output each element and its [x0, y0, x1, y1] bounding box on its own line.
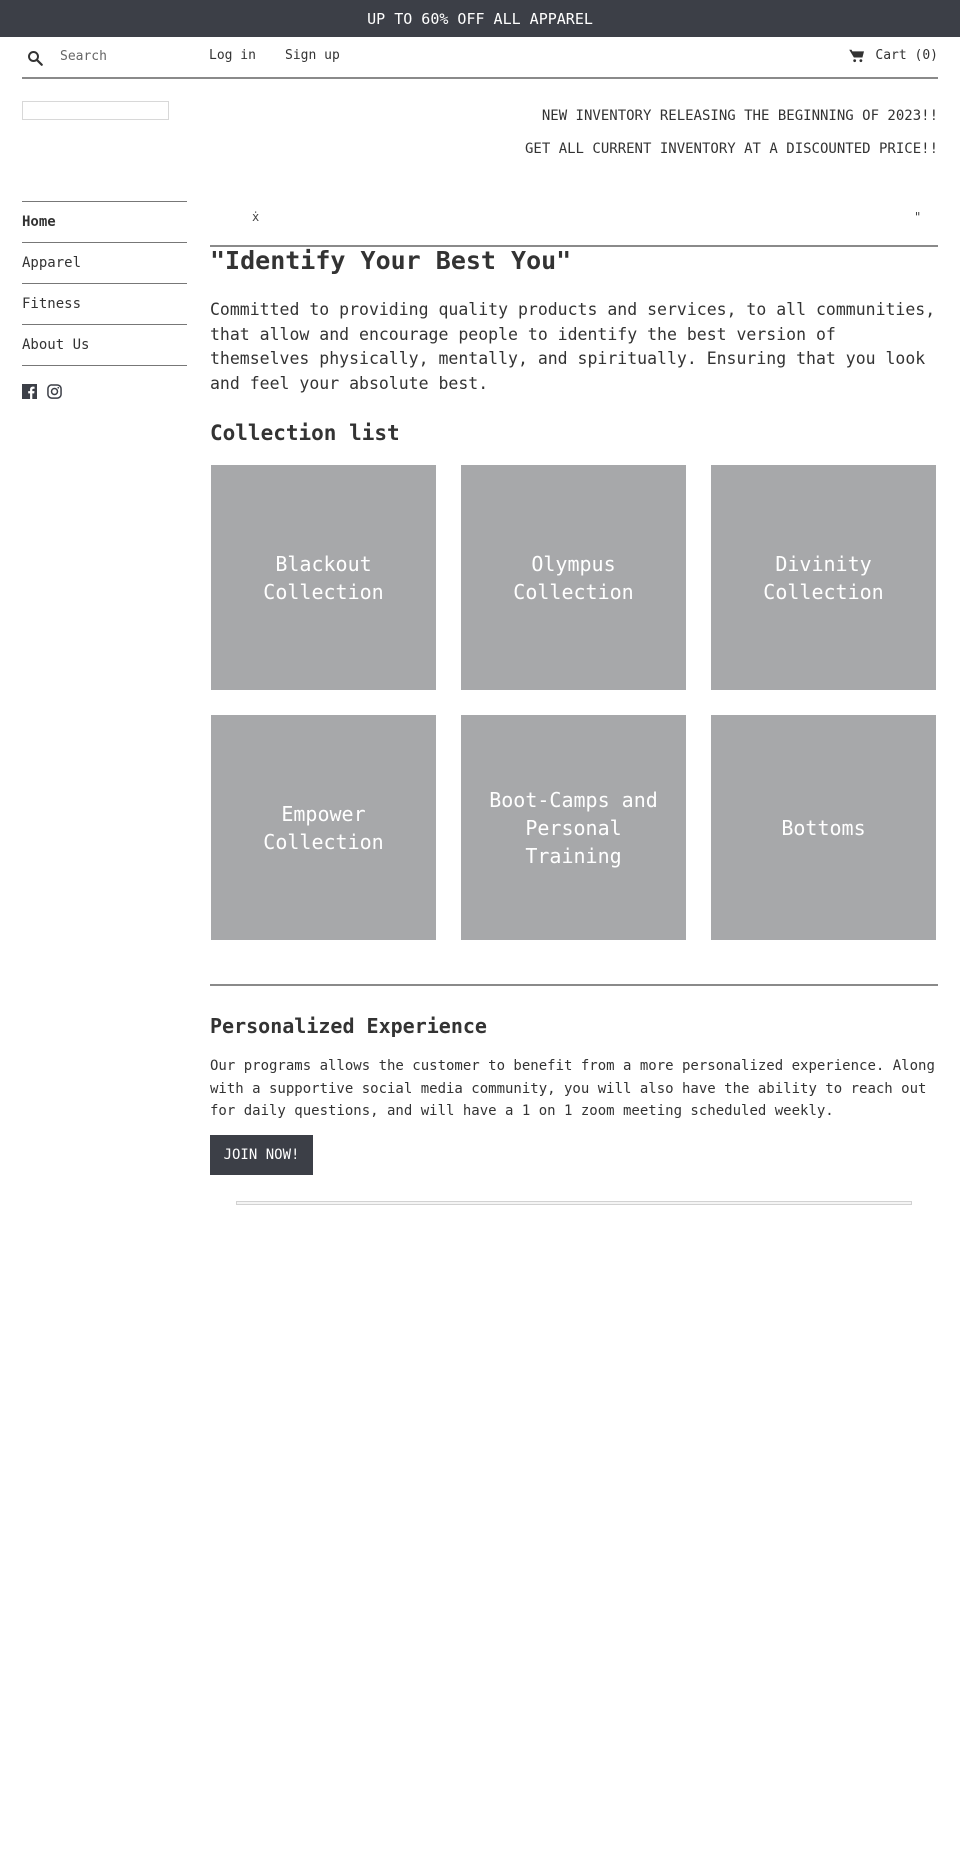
cart-link[interactable]: [849, 48, 938, 63]
collection-tile-bootcamps[interactable]: Boot-Camps and Personal Training: [461, 715, 686, 940]
facebook-icon[interactable]: [22, 384, 37, 399]
sidebar-item-apparel[interactable]: Apparel: [22, 243, 187, 284]
announcement-text: UP TO 60% OFF ALL APPAREL: [367, 9, 593, 28]
search-input[interactable]: [60, 45, 210, 67]
sidebar-nav: [22, 201, 187, 366]
login-link[interactable]: Log in: [209, 48, 256, 63]
collection-tile-empower[interactable]: Empower Collection: [211, 715, 436, 940]
sidebar-logo-placeholder: [22, 101, 169, 120]
site-header: [22, 37, 938, 79]
personalized-body: Our programs allows the customer to benefit from a more personalized experience. Along with a supportive social media community, you will also have the ability to reach out for daily questions, and will have a 1 on 1 zoom meeting scheduled weekly.: [210, 1058, 935, 1119]
promo-line-2: GET ALL CURRENT INVENTORY AT A DISCOUNTED PRICE!!: [524, 141, 938, 157]
sidebar-item-about-us[interactable]: About Us: [22, 325, 187, 366]
collection-tile-divinity[interactable]: Divinity Collection: [711, 465, 936, 690]
signup-link[interactable]: Sign up: [285, 48, 340, 63]
empty-embed-frame: [236, 1201, 912, 1205]
collection-tile-olympus[interactable]: Olympus Collection: [461, 465, 686, 690]
collection-list-title: Collection list: [210, 421, 400, 445]
promo-line-1: NEW INVENTORY RELEASING THE BEGINNING OF 2023!!: [541, 108, 938, 124]
cart-label: Cart (0): [875, 48, 938, 63]
slideshow-glyph-right: ": [914, 210, 922, 224]
join-now-button[interactable]: JOIN NOW!: [210, 1135, 313, 1175]
instagram-icon[interactable]: [47, 384, 62, 399]
search-icon[interactable]: [26, 49, 44, 67]
sidebar-item-fitness[interactable]: Fitness: [22, 284, 187, 325]
cart-icon: [849, 49, 865, 63]
intro-text: Committed to providing quality products and services, to all communities, that allow and encourage people to identify the best version of themselves physically, mentally, and spiritually. Ensuring that you look and feel your absolute best.: [210, 300, 936, 393]
announcement-bar: [0, 0, 960, 37]
social-links: [22, 384, 62, 399]
collection-tile-bottoms[interactable]: Bottoms: [711, 715, 936, 940]
collection-tile-blackout[interactable]: Blackout Collection: [211, 465, 436, 690]
divider: [210, 984, 938, 986]
personalized-title: Personalized Experience: [210, 1014, 487, 1038]
sidebar-item-home[interactable]: Home: [22, 202, 187, 243]
page-title: "Identify Your Best You": [210, 246, 572, 275]
collection-grid: [211, 465, 936, 940]
slideshow-glyph-left: ẋ: [252, 210, 260, 224]
